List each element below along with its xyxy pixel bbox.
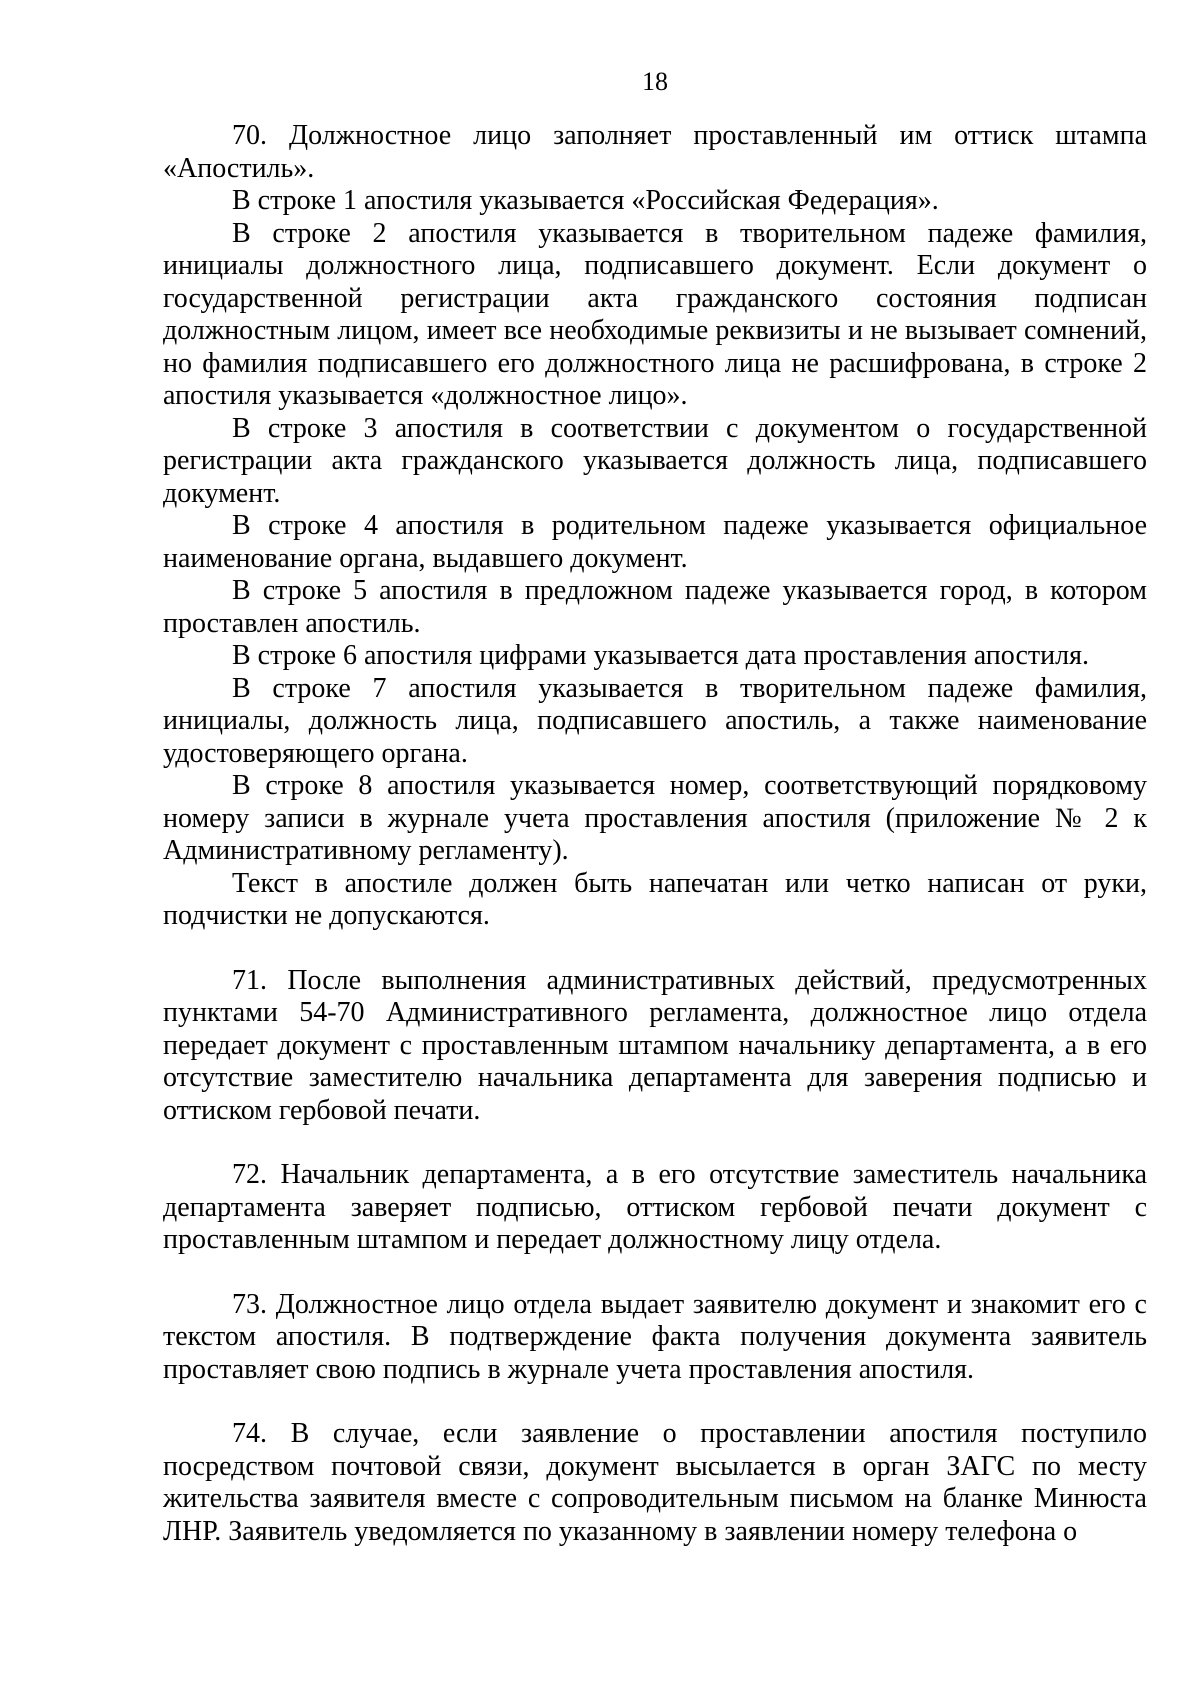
paragraph-line6: В строке 6 апостиля цифрами указывается дата проставления апостиля.: [232, 640, 1089, 671]
document-body: [163, 120, 1147, 1548]
paragraph-73: 73. Должностное лицо отдела выдает заявителю документ и знакомит его с текстом апостиля. В подтверждение факта получения документа заявитель проставляет свою подпись в журнале учета проставления апостиля.: [163, 1288, 1147, 1385]
paragraph-line1: В строке 1 апостиля указывается «Российская Федерация».: [232, 185, 939, 216]
paragraph-72: 72. Начальник департамента, а в его отсутствие заместитель начальника департамента заверяет подписью, оттиском гербовой печати документ с проставленным штампом и передает должностному лицу отдела.: [163, 1159, 1147, 1255]
paragraph-apostille-text-rule: Текст в апостиле должен быть напечатан или четко написан от руки, подчистки не допускаются.: [163, 867, 1147, 931]
page-number: 18: [642, 67, 668, 96]
paragraph-line3: В строке 3 апостиля в соответствии с документом о государственной регистрации акта гражданского указывается должность лица, подписавшего документ.: [163, 412, 1147, 509]
paragraph-line7: В строке 7 апостиля указывается в творительном падеже фамилия, инициалы, должность лица, подписавшего апостиль, а также наименование удостоверяющего органа.: [163, 672, 1147, 769]
paragraph-71: 71. После выполнения административных действий, предусмотренных пунктами 54-70 Административного регламента, должностное лицо отдела передает документ с проставленным штампом начальнику департамента, а в его отсутствие заместителю начальника департамента для заверения подписью и оттиском гербовой печати.: [163, 964, 1147, 1126]
paragraph-line4: В строке 4 апостиля в родительном падеже указывается официальное наименование органа, выдавшего документ.: [163, 510, 1147, 574]
paragraph-line8: В строке 8 апостиля указывается номер, соответствующий порядковому номеру записи в журнале учета проставления апостиля (приложение № 2 к Административному регламенту).: [163, 770, 1147, 866]
paragraph-74: 74. В случае, если заявление о проставлении апостиля поступило посредством почтовой связи, документ высылается в орган ЗАГС по месту жительства заявителя вместе с сопроводительным письмом на бланке Минюста ЛНР. Заявитель уведомляется по указанному в заявлении номеру телефона о: [163, 1418, 1147, 1547]
paragraph-70: 70. Должностное лицо заполняет проставленный им оттиск штампа «Апостиль».: [163, 120, 1147, 184]
page-content: [163, 66, 1147, 1548]
paragraph-line2: В строке 2 апостиля указывается в творительном падеже фамилия, инициалы должностного лица, подписавшего документ. Если документ о государственной регистрации акта гражданского состояния подписан должностным лицом, имеет все необходимые реквизиты и не вызывает сомнений, но фамилия подписавшего его должностного лица не расшифрована, в строке 2 апостиля указывается «должностное лицо».: [163, 217, 1147, 411]
paragraph-line5: В строке 5 апостиля в предложном падеже указывается город, в котором проставлен апостиль.: [163, 575, 1147, 639]
